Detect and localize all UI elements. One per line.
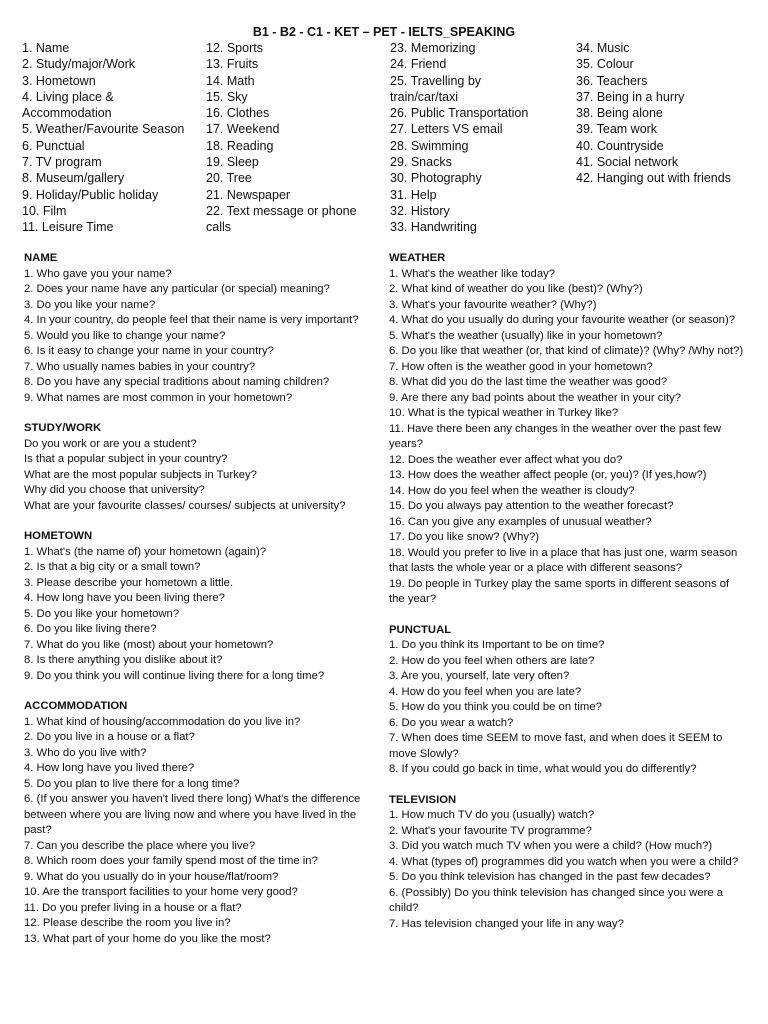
topic-item: 6. Punctual bbox=[22, 138, 85, 153]
question-item: 5. How do you think you could be on time? bbox=[389, 701, 602, 713]
question-item: 13. What part of your home do you like the most? bbox=[24, 932, 271, 945]
topic-list-column-4 bbox=[576, 40, 756, 187]
section-heading: WEATHER bbox=[389, 252, 446, 264]
topic-item: 35. Colour bbox=[576, 57, 634, 72]
topic-item: 30. Photography bbox=[390, 171, 482, 186]
question-item: 6. (If you answer you haven't lived there long) What's the difference between where you are living now and where you have lived in the past? bbox=[24, 793, 361, 836]
question-item: 7. Who usually names babies in your country? bbox=[24, 360, 256, 373]
question-item: What are the most popular subjects in Turkey? bbox=[24, 468, 257, 481]
question-item: 10. Are the transport facilities to your home very good? bbox=[24, 886, 298, 898]
question-item: 11. Do you prefer living in a house or a flat? bbox=[24, 901, 242, 914]
question-item: 2. Is that a big city or a small town? bbox=[24, 561, 201, 573]
section-heading: TELEVISION bbox=[389, 793, 457, 806]
topic-item: 37. Being in a hurry bbox=[576, 89, 685, 104]
topic-item: 28. Swimming bbox=[390, 138, 469, 153]
topic-item: 17. Weekend bbox=[206, 122, 280, 137]
question-item: 6. Do you like that weather (or, that kind of climate)? (Why? /Why not?) bbox=[389, 345, 744, 357]
question-item: 5. Do you think television has changed in the past few decades? bbox=[389, 871, 711, 883]
topic-item: 38. Being alone bbox=[576, 106, 663, 121]
question-item: 2. How do you feel when others are late? bbox=[389, 654, 595, 667]
section-heading: ACCOMMODATION bbox=[24, 700, 128, 712]
question-item: 7. What do you like (most) about your hometown? bbox=[24, 638, 274, 651]
question-item: 1. What's the weather like today? bbox=[389, 267, 556, 280]
topic-item: 4. Living place & bbox=[22, 89, 114, 104]
topic-item: 1. Name bbox=[22, 41, 70, 55]
question-item: 5. What's the weather (usually) like in your hometown? bbox=[389, 329, 663, 342]
topic-item: 26. Public Transportation bbox=[390, 106, 529, 121]
topic-item: 33. Handwriting bbox=[390, 220, 477, 235]
topic-item: 25. Travelling by bbox=[390, 73, 482, 88]
question-item: Is that a popular subject in your country? bbox=[24, 453, 228, 465]
question-item: 11. Have there been any changes in the weather over the past few years? bbox=[389, 422, 722, 450]
section-heading: HOMETOWN bbox=[24, 530, 93, 542]
topic-item: 2. Study/major/Work bbox=[22, 57, 136, 72]
topic-item: 24. Friend bbox=[390, 57, 447, 72]
question-item: 3. Who do you live with? bbox=[24, 746, 147, 759]
topic-item: 15. Sky bbox=[206, 89, 248, 104]
question-item: 8. If you could go back in time, what would you do differently? bbox=[389, 763, 697, 775]
question-item: 4. In your country, do people feel that their name is very important? bbox=[24, 314, 359, 326]
topic-item: calls bbox=[206, 220, 232, 235]
topic-item: 36. Teachers bbox=[576, 73, 648, 88]
right-question-column bbox=[389, 251, 747, 947]
question-item: 3. Are you, yourself, late very often? bbox=[389, 670, 570, 682]
question-item: 9. What do you usually do in your house/flat/room? bbox=[24, 870, 279, 883]
section-heading: STUDY/WORK bbox=[24, 422, 102, 434]
question-item: 3. What's your favourite weather? (Why?) bbox=[389, 298, 597, 311]
question-item: Do you work or are you a student? bbox=[24, 437, 197, 450]
question-item: 8. Do you have any special traditions about naming children? bbox=[24, 376, 330, 388]
question-section bbox=[24, 699, 374, 947]
topic-item: 8. Museum/gallery bbox=[22, 171, 125, 186]
question-item: 5. Do you like your hometown? bbox=[24, 607, 180, 620]
question-item: 3. Did you watch much TV when you were a child? (How much?) bbox=[389, 840, 713, 852]
question-item: 1. Who gave you your name? bbox=[24, 267, 172, 280]
question-item: 1. What kind of housing/accommodation do you live in? bbox=[24, 715, 301, 728]
question-item: 8. Which room does your family spend most of the time in? bbox=[24, 855, 318, 867]
question-section bbox=[24, 251, 374, 406]
question-item: 4. How long have you lived there? bbox=[24, 762, 195, 774]
topic-item: 27. Letters VS email bbox=[390, 122, 503, 137]
question-item: 6. Do you wear a watch? bbox=[389, 716, 514, 729]
topic-item: Accommodation bbox=[22, 106, 112, 121]
question-item: 2. What kind of weather do you like (best)? (Why?) bbox=[389, 283, 643, 295]
question-item: 19. Do people in Turkey play the same sports in different seasons of the year? bbox=[389, 577, 730, 605]
question-item: 14. How do you feel when the weather is cloudy? bbox=[389, 484, 635, 497]
topic-item: 39. Team work bbox=[576, 122, 658, 137]
question-item: 15. Do you always pay attention to the weather forecast? bbox=[389, 500, 674, 512]
question-section bbox=[389, 623, 747, 778]
topic-item: 16. Clothes bbox=[206, 106, 270, 121]
question-item: 9. What names are most common in your hometown? bbox=[24, 391, 293, 404]
page-title: B1 - B2 - C1 - KET – PET - IELTS_SPEAKING bbox=[252, 25, 516, 39]
question-item: Why did you choose that university? bbox=[24, 484, 205, 496]
topic-item: 11. Leisure Time bbox=[22, 220, 114, 235]
topic-list-column-1 bbox=[22, 40, 200, 236]
question-item: 7. Can you describe the place where you live? bbox=[24, 839, 256, 852]
topic-item: 32. History bbox=[390, 203, 450, 218]
question-section bbox=[389, 793, 747, 933]
question-item: 12. Please describe the room you live in? bbox=[24, 917, 231, 929]
question-item: 1. What's (the name of) your hometown (again)? bbox=[24, 545, 267, 558]
section-heading: PUNCTUAL bbox=[389, 623, 452, 636]
question-item: 1. How much TV do you (usually) watch? bbox=[389, 809, 595, 821]
question-item: 8. What did you do the last time the weather was good? bbox=[389, 376, 668, 388]
question-item: 13. How does the weather affect people (or, you)? (If yes,how?) bbox=[389, 469, 707, 481]
question-item: 1. Do you think its Important to be on time? bbox=[389, 639, 605, 651]
topic-item: 7. TV program bbox=[22, 155, 102, 170]
question-item: 5. Do you plan to live there for a long time? bbox=[24, 777, 240, 790]
question-item: 3. Please describe your hometown a little. bbox=[24, 576, 234, 589]
topic-item: 10. Film bbox=[22, 203, 67, 218]
topic-item: train/car/taxi bbox=[390, 89, 459, 104]
topic-item: 19. Sleep bbox=[206, 155, 259, 170]
question-item: 16. Can you give any examples of unusual weather? bbox=[389, 515, 652, 528]
question-item: 5. Would you like to change your name? bbox=[24, 329, 226, 342]
question-item: 6. (Possibly) Do you think television has changed since you were a child? bbox=[389, 886, 724, 914]
question-item: 12. Does the weather ever affect what you do? bbox=[389, 453, 623, 466]
topic-item: 13. Fruits bbox=[206, 57, 259, 72]
topic-item: 18. Reading bbox=[206, 138, 274, 153]
question-item: 4. What (types of) programmes did you watch when you were a child? bbox=[389, 855, 739, 868]
topic-item: 31. Help bbox=[390, 187, 437, 202]
question-item: 2. Do you live in a house or a flat? bbox=[24, 731, 195, 743]
question-section bbox=[24, 421, 374, 514]
question-item: 7. When does time SEEM to move fast, and when does it SEEM to move Slowly? bbox=[389, 732, 723, 760]
question-item: 10. What is the typical weather in Turkey like? bbox=[389, 407, 619, 419]
question-item: 17. Do you like snow? (Why?) bbox=[389, 531, 540, 543]
question-item: 4. How long have you been living there? bbox=[24, 592, 225, 604]
topic-item: 34. Music bbox=[576, 41, 630, 55]
question-item: 3. Do you like your name? bbox=[24, 298, 156, 311]
question-section bbox=[24, 529, 374, 684]
topic-item: 5. Weather/Favourite Season bbox=[22, 122, 185, 137]
topic-item: 3. Hometown bbox=[22, 73, 96, 88]
topic-item: 40. Countryside bbox=[576, 138, 664, 153]
question-item: 9. Are there any bad points about the weather in your city? bbox=[389, 391, 682, 404]
question-item: 4. What do you usually do during your favourite weather (or season)? bbox=[389, 314, 736, 326]
question-item: 9. Do you think you will continue living there for a long time? bbox=[24, 669, 325, 682]
topic-item: 21. Newspaper bbox=[206, 187, 291, 202]
topic-item: 23. Memorizing bbox=[390, 41, 476, 55]
topic-item: 12. Sports bbox=[206, 41, 263, 55]
topic-item: 42. Hanging out with friends bbox=[576, 171, 731, 186]
question-item: 6. Do you like living there? bbox=[24, 623, 157, 635]
question-item: 2. Does your name have any particular (or special) meaning? bbox=[24, 283, 330, 295]
question-item: 8. Is there anything you dislike about it? bbox=[24, 654, 223, 666]
topic-list-column-2 bbox=[206, 40, 382, 236]
topic-item: 14. Math bbox=[206, 73, 255, 88]
left-question-column bbox=[24, 251, 374, 962]
question-item: What are your favourite classes/ courses/ subjects at university? bbox=[24, 499, 346, 512]
topic-item: 20. Tree bbox=[206, 171, 252, 186]
question-item: 2. What's your favourite TV programme? bbox=[389, 824, 592, 837]
topic-item: 22. Text message or phone bbox=[206, 203, 357, 218]
question-item: 7. Has television changed your life in any way? bbox=[389, 917, 624, 930]
question-item: 4. How do you feel when you are late? bbox=[389, 685, 582, 698]
topic-item: 9. Holiday/Public holiday bbox=[22, 187, 159, 202]
question-item: 6. Is it easy to change your name in your country? bbox=[24, 345, 274, 357]
topic-list-column-3 bbox=[390, 40, 570, 236]
question-section bbox=[389, 251, 747, 608]
topic-item: 29. Snacks bbox=[390, 155, 452, 170]
question-item: 18. Would you prefer to live in a place that has just one, warm season that lasts the whole year or a place with different seasons? bbox=[389, 546, 738, 574]
section-heading: NAME bbox=[24, 252, 58, 264]
topic-item: 41. Social network bbox=[576, 155, 679, 170]
question-item: 7. How often is the weather good in your hometown? bbox=[389, 360, 653, 373]
